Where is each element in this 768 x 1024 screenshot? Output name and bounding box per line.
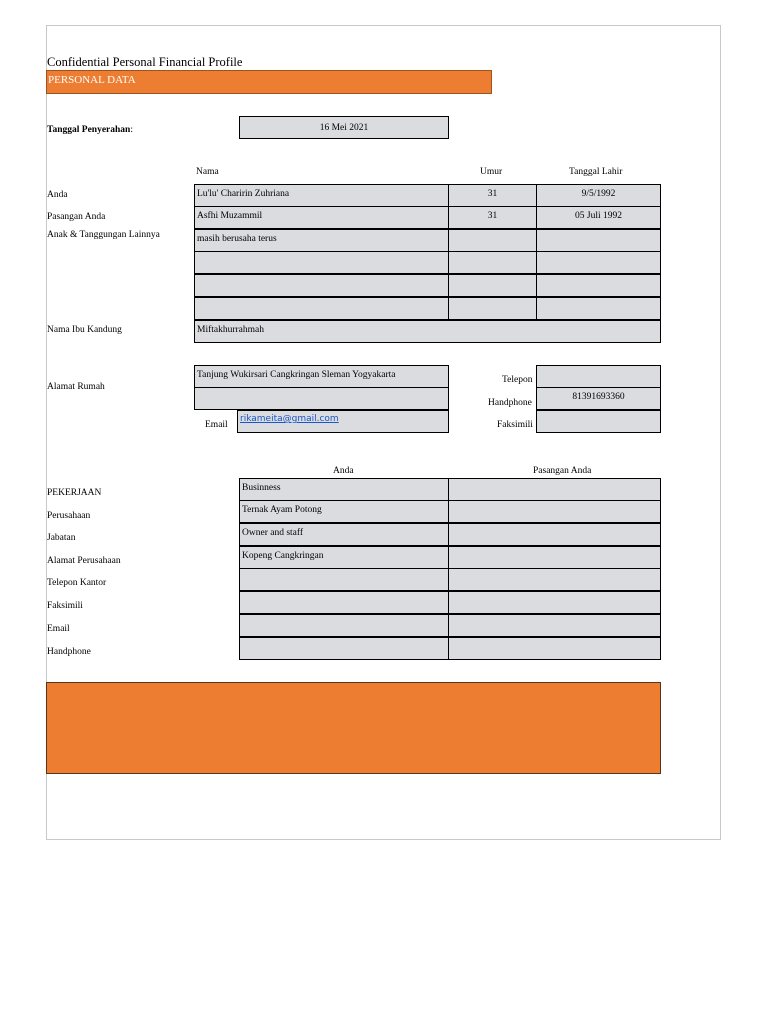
row-label-occupation: PEKERJAAN — [47, 488, 102, 498]
self-birth-date-field[interactable]: 9/5/1992 — [536, 184, 661, 207]
row-label-company-address: Alamat Perusahaan — [47, 556, 121, 566]
email-field[interactable] — [237, 410, 449, 433]
spouse-company-field[interactable] — [448, 500, 661, 523]
phone-label: Telepon — [502, 375, 533, 385]
dependent-birth-date-field[interactable] — [536, 251, 661, 274]
self-name-field[interactable]: Lu'lu' Charirin Zuhriana — [194, 184, 449, 207]
row-label-office-fax: Faksimili — [47, 601, 83, 611]
row-label-spouse: Pasangan Anda — [47, 212, 106, 222]
section-header-personal-data: PERSONAL DATA — [46, 70, 492, 94]
you-office-handphone-field[interactable] — [239, 637, 449, 660]
dependent-age-field[interactable] — [448, 274, 537, 297]
you-position-field[interactable]: Owner and staff — [239, 523, 449, 546]
col-header-name: Nama — [196, 167, 219, 177]
spouse-name-field[interactable]: Asfhi Muzammil — [194, 206, 449, 229]
dependent-birth-date-field[interactable] — [536, 229, 661, 252]
spouse-age-field[interactable]: 31 — [448, 206, 537, 229]
dependent-birth-date-field[interactable] — [536, 297, 661, 320]
email-label: Email — [205, 420, 228, 430]
col-header-spouse: Pasangan Anda — [533, 466, 592, 476]
row-label-self: Anda — [47, 190, 68, 200]
self-age-field[interactable]: 31 — [448, 184, 537, 207]
you-company-field[interactable]: Ternak Ayam Potong — [239, 500, 449, 523]
row-label-office-email: Email — [47, 624, 70, 634]
dependent-name-field[interactable] — [194, 297, 449, 320]
handphone-field[interactable]: 81391693360 — [536, 387, 661, 410]
spouse-birth-date-field[interactable]: 05 Juli 1992 — [536, 206, 661, 229]
dependent-name-field[interactable] — [194, 251, 449, 274]
you-office-email-field[interactable] — [239, 614, 449, 637]
home-address-line1-field[interactable]: Tanjung Wukirsari Cangkringan Sleman Yogyakarta — [194, 365, 449, 388]
spouse-company-address-field[interactable] — [448, 546, 661, 569]
row-label-office-handphone: Handphone — [47, 647, 91, 657]
spouse-office-phone-field[interactable] — [448, 568, 661, 591]
page-title: Confidential Personal Financial Profile — [47, 55, 243, 69]
footer-orange-block — [46, 682, 661, 774]
dependent-age-field[interactable] — [448, 297, 537, 320]
phone-field[interactable] — [536, 365, 661, 388]
dependent-age-field[interactable] — [448, 251, 537, 274]
row-label-mother-name: Nama Ibu Kandung — [47, 325, 122, 335]
row-label-company: Perusahaan — [47, 511, 91, 521]
row-label-home-address: Alamat Rumah — [47, 382, 105, 392]
dependent-age-field[interactable] — [448, 229, 537, 252]
you-company-address-field[interactable]: Kopeng Cangkringan — [239, 546, 449, 569]
you-office-fax-field[interactable] — [239, 591, 449, 614]
dependent-name-field[interactable]: masih berusaha terus — [194, 229, 449, 252]
spouse-office-handphone-field[interactable] — [448, 637, 661, 660]
home-address-line2-field[interactable] — [194, 387, 449, 410]
handphone-label: Handphone — [488, 398, 532, 408]
spouse-occupation-field[interactable] — [448, 478, 661, 501]
you-office-phone-field[interactable] — [239, 568, 449, 591]
fax-label: Faksimili — [497, 420, 533, 430]
dependent-birth-date-field[interactable] — [536, 274, 661, 297]
col-header-birth-date: Tanggal Lahir — [569, 167, 623, 177]
row-label-dependents: Anak & Tanggungan Lainnya — [47, 230, 160, 240]
row-label-position: Jabatan — [47, 533, 76, 543]
spouse-office-fax-field[interactable] — [448, 591, 661, 614]
fax-field[interactable] — [536, 410, 661, 433]
email-link[interactable]: rikameita@gmail.com — [240, 414, 339, 424]
spouse-office-email-field[interactable] — [448, 614, 661, 637]
col-header-you: Anda — [333, 466, 354, 476]
mother-name-field[interactable]: Miftakhurrahmah — [194, 320, 661, 343]
spouse-position-field[interactable] — [448, 523, 661, 546]
row-label-office-phone: Telepon Kantor — [47, 578, 107, 588]
submission-date-field[interactable]: 16 Mei 2021 — [239, 116, 449, 139]
col-header-age: Umur — [480, 167, 503, 177]
dependent-name-field[interactable] — [194, 274, 449, 297]
submission-date-label: Tanggal Penyerahan: — [47, 125, 133, 135]
you-occupation-field[interactable]: Businness — [239, 478, 449, 501]
